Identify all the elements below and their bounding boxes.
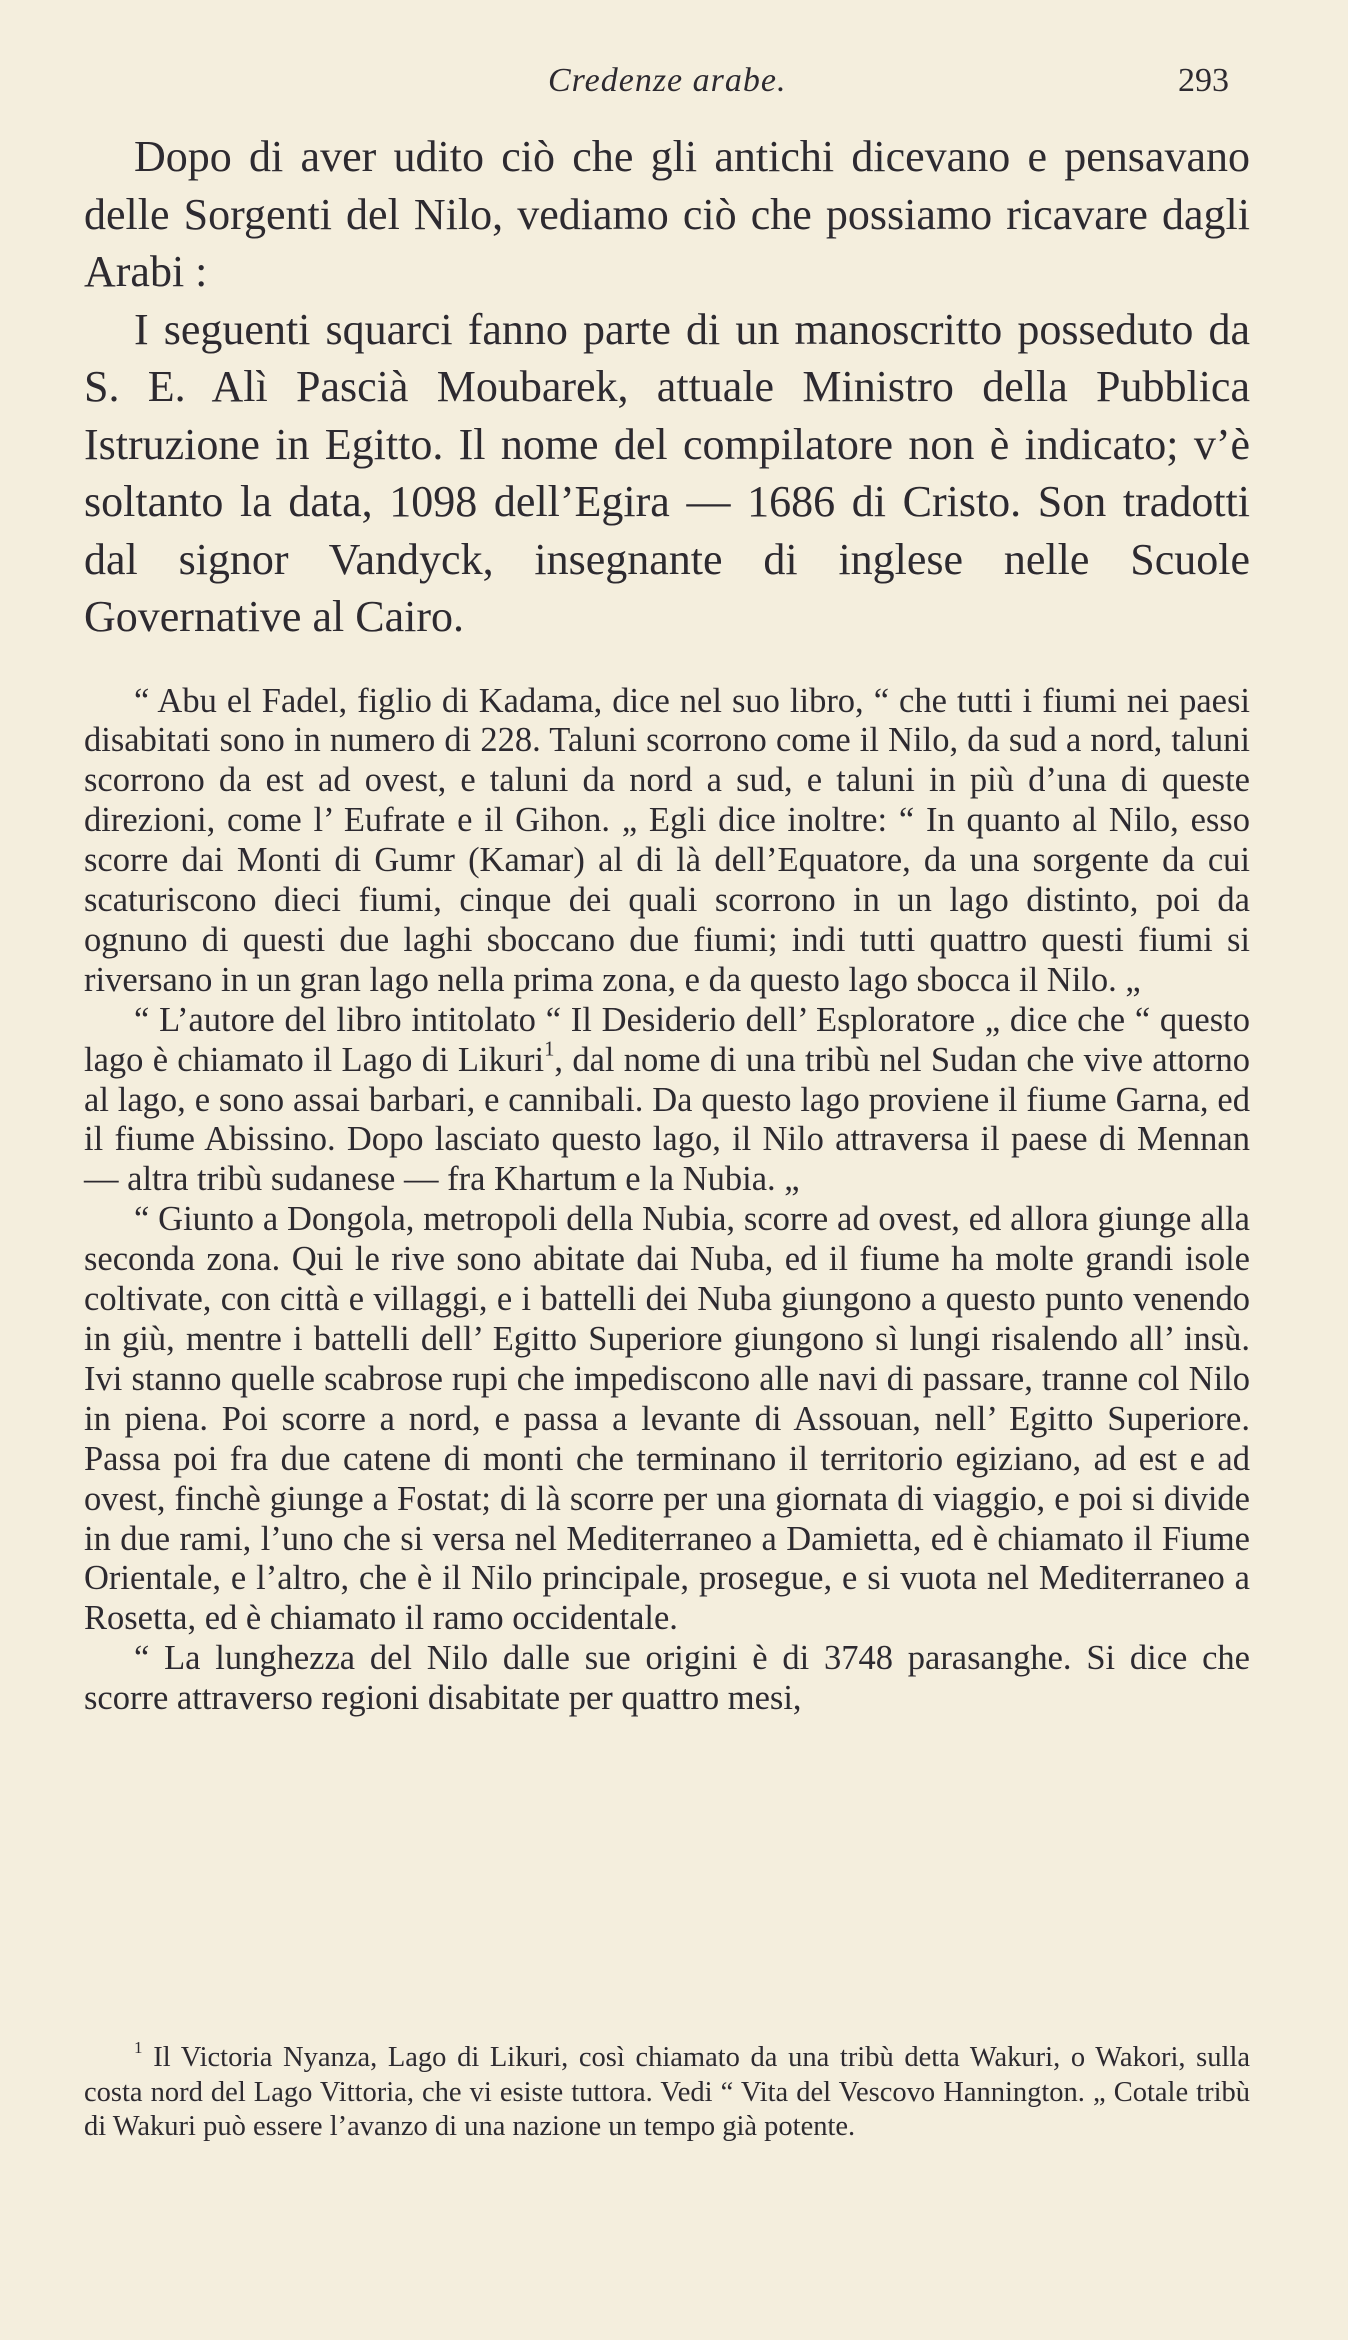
quote-paragraph: “ Abu el Fadel, figlio di Kadama, dice nel suo libro, “ che tutti i fiumi nei paesi disabitati sono in numero di 228. Taluni scorrono come il Nilo, da sud a nord, taluni scorrono da est ad ovest, e taluni da nord a sud, e taluni in più d’una di queste direzioni, come l’ Eufrate e il Gihon. „ Egli dice inoltre: “ In quanto al Nilo, esso scorre dai Monti di Gumr (Kamar) al di là dell’Equatore, da una sorgente da cui scaturiscono dieci fiumi, cinque dei quali scorrono in un lago distinto, poi da ognuno di questi due laghi sboccano due fiumi; indi tutti quattro questi fiumi si riversano in un gran lago nella prima zona, e da questo lago sbocca il Nilo. „ [84, 681, 1250, 999]
page-number: 293 [1178, 62, 1229, 99]
quoted-section [84, 682, 1250, 1720]
footnotes [84, 2038, 1251, 2145]
quote-text: “ L’autore del libro intitolato “ Il Desiderio dell’ Esploratore „ dice che “ questo lago è chiamato il Lago di Likuri [84, 1000, 1250, 1079]
footnote-reference: 1 [544, 1038, 555, 1061]
page-body [84, 128, 1250, 1719]
footnote-marker: 1 [134, 2038, 143, 2058]
intro-paragraph: I seguenti squarci fanno parte di un manoscritto posseduto da S. E. Alì Pascià Moubarek, attuale Ministro della Pubblica Istruzione in Egitto. Il nome del compilatore non è indicato; v’è soltanto la data, 1098 dell’Egira — 1686 di Cristo. Son tradotti dal signor Vandyck, insegnante di inglese nelle Scuole Governative al Cairo. [84, 304, 1250, 641]
intro-paragraph: Dopo di aver udito ciò che gli antichi dicevano e pensavano delle Sorgenti del Nilo, vediamo ciò che possiamo ricavare dagli Arabi : [84, 132, 1250, 296]
footnote [84, 2038, 1251, 2145]
running-title: Credenze arabe. [548, 62, 787, 99]
quote-paragraph: “ La lunghezza del Nilo dalle sue origini è di 3748 parasanghe. Si dice che scorre attraverso regioni disabitate per quattro mesi, [84, 1639, 1250, 1718]
footnote-text: Il Victoria Nyanza, Lago di Likuri, così chiamato da una tribù detta Wakuri, o Wakori, sulla costa nord del Lago Vittoria, che vi esiste tuttora. Vedi “ Vita del Vescovo Hannington. „ Cotale tribù di Wakuri può essere l’avanzo di una nazione un tempo già potente. [84, 2042, 1251, 2142]
quote-paragraph: “ Giunto a Dongola, metropoli della Nubia, scorre ad ovest, ed allora giunge alla seconda zona. Qui le rive sono abitate dai Nuba, ed il fiume ha molte grandi isole coltivate, con città e villaggi, e i battelli dei Nuba giungono a questo punto venendo in giù, mentre i battelli dell’ Egitto Superiore giungono sì lungi risalendo all’ insù. Ivi stanno quelle scabrose rupi che impediscono alle navi di passare, tranne col Nilo in piena. Poi scorre a nord, e passa a levante di Assouan, nell’ Egitto Superiore. Passa poi fra due catene di monti che terminano il territorio egiziano, ad est e ad ovest, finchè giunge a Fostat; di là scorre per una giornata di viaggio, e poi si divide in due rami, l’uno che si versa nel Mediterraneo a Damietta, ed è chiamato il Fiume Orientale, e l’altro, che è il Nilo principale, prosegue, e si vuota nel Mediterraneo a Rosetta, ed è chiamato il ramo occidentale. [84, 1200, 1250, 1638]
running-head [0, 62, 1348, 112]
quote-paragraph [84, 1001, 1250, 1201]
quote-text: , dal nome di una tribù nel Sudan che vive attorno al lago, e sono assai barbari, e cannibali. Da questo lago proviene il fiume Garna, ed il fiume Abissino. Dopo lasciato questo lago, il Nilo attraversa il paese di Mennan — altra tribù sudanese — fra Khartum e la Nubia. „ [84, 1040, 1250, 1199]
intro-section [84, 128, 1250, 646]
